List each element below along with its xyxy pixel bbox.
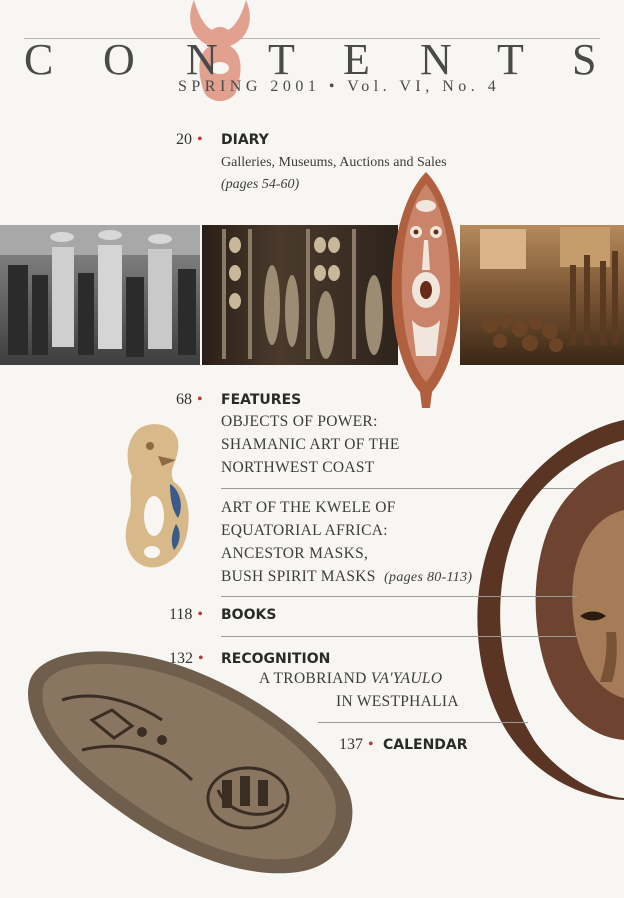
heading-letter: E [343,35,370,84]
recognition-page-number: 132 • [169,650,204,667]
recognition-line-1-italic: VA'YAULO [370,670,443,687]
feature-article-1[interactable] [221,410,400,479]
recognition-page: 132 [169,650,193,667]
article-1-line: NORTHWEST COAST [221,459,375,476]
recognition-line-2[interactable]: IN WESTPHALIA [336,693,459,710]
article-1-line: SHAMANIC ART OF THE [221,436,400,453]
kwele-mask-image [476,420,624,800]
diary-desc: Galleries, Museums, Auctions and Sales [221,155,447,170]
carved-shield-image [384,170,468,412]
museum-shelf-photo [202,225,398,365]
calendar-page: 137 [339,736,363,753]
features-title[interactable]: FEATURES [221,392,302,408]
diary-pages: (pages 54-60) [221,177,300,192]
features-page-number: 68 • [176,391,203,408]
article-2-line: BUSH SPIRIT MASKS [221,568,376,585]
heading-letter: T [268,35,295,84]
heading-letter: S [572,35,597,84]
heading-letter: O [103,35,135,84]
historic-group-photo [0,225,200,365]
calendar-page-number: 137 • [339,736,374,753]
heading-letter: N [186,35,218,84]
article-2-pages: (pages 80-113) [384,570,473,585]
diary-page: 20 [176,131,192,148]
diary-page-number: 20 • [176,131,203,148]
gallery-interior-photo [460,225,624,365]
calendar-title[interactable]: CALENDAR [383,737,468,753]
heading-letter: N [420,35,452,84]
photo-strip [0,225,624,365]
heading-letter: T [497,35,524,84]
article-2-line: ART OF THE KWELE OF [221,499,396,516]
books-page-number: 118 • [169,606,204,623]
books-page: 118 [169,606,193,623]
article-2-line: EQUATORIAL AFRICA: [221,522,388,539]
books-title[interactable]: BOOKS [221,607,277,623]
recognition-title[interactable]: RECOGNITION [221,651,331,667]
features-page: 68 [176,391,192,408]
article-2-line: ANCESTOR MASKS, [221,545,369,562]
diary-title[interactable]: DIARY [221,132,269,148]
shamanic-amulet-image [118,420,198,574]
heading-letter: C [24,35,54,84]
article-1-line: OBJECTS OF POWER: [221,413,378,430]
divider [221,636,577,637]
feature-article-2[interactable] [221,496,472,589]
recognition-line-1[interactable] [259,667,442,690]
divider [221,596,577,597]
recognition-line-1-text: A TROBRIAND [259,670,371,687]
divider [318,722,528,723]
issue-line: SPRING 2001 • Vol. VI, No. 4 [178,78,501,95]
